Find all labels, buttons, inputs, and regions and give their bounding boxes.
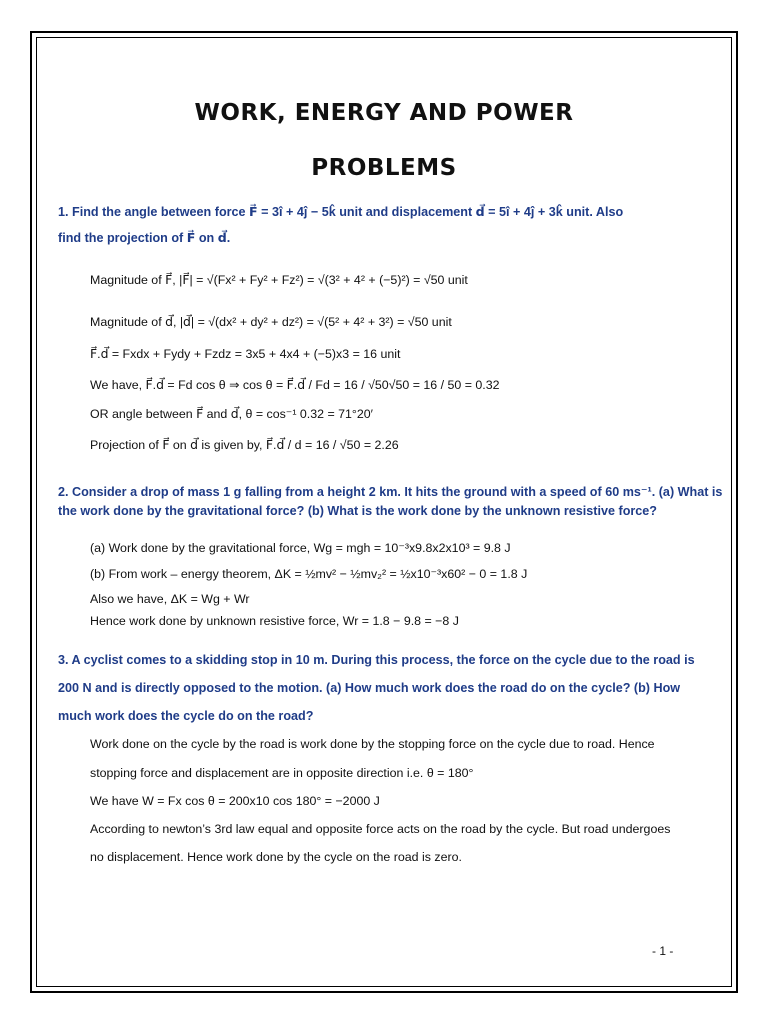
question-3-line-2: 200 N and is directly opposed to the motion. (a) How much work does the road do on the cycle? (b) How	[58, 681, 681, 695]
q1-answer-magnitude-d: Magnitude of d⃗, |d⃗| = √(dx² + dy² + dz²) = √(5² + 4² + 3²) = √50 unit	[90, 315, 452, 329]
page-number: - 1 -	[652, 944, 674, 958]
question-3-line-1: 3. A cyclist comes to a skidding stop in 10 m. During this process, the force on the cycle due to the road is	[58, 653, 695, 667]
q2-answer-relation: Also we have, ΔK = Wg + Wr	[90, 592, 250, 606]
page-subtitle: PROBLEMS	[311, 155, 457, 181]
q3-answer-line-2: stopping force and displacement are in opposite direction i.e. θ = 180°	[90, 766, 474, 780]
q3-answer-line-5: no displacement. Hence work done by the cycle on the road is zero.	[90, 850, 462, 864]
question-1-line-1: 1. Find the angle between force F⃗ = 3î + 4ĵ − 5k̂ unit and displacement d⃗ = 5î + 4ĵ + 3k̂ unit. Also	[58, 205, 624, 219]
question-2-line-1: 2. Consider a drop of mass 1 g falling from a height 2 km. It hits the ground with a speed of 60 ms⁻¹. (a) What is	[58, 485, 723, 499]
q2-answer-a: (a) Work done by the gravitational force, Wg = mgh = 10⁻³x9.8x2x10³ = 9.8 J	[90, 541, 511, 555]
q2-answer-b: (b) From work – energy theorem, ΔK = ½mv² − ½mv₂² = ½x10⁻³x60² − 0 = 1.8 J	[90, 567, 528, 581]
question-1-line-2: find the projection of F⃗ on d⃗.	[58, 231, 231, 245]
q3-answer-line-3: We have W = Fx cos θ = 200x10 cos 180° = −2000 J	[90, 794, 380, 808]
q1-answer-cos-theta: We have, F⃗.d⃗ = Fd cos θ ⇒ cos θ = F⃗.d⃗ / Fd = 16 / √50√50 = 16 / 50 = 0.32	[90, 378, 500, 392]
q1-answer-dot-product: F⃗.d⃗ = Fxdx + Fydy + Fzdz = 3x5 + 4x4 + (−5)x3 = 16 unit	[90, 347, 401, 361]
q1-answer-angle: OR angle between F⃗ and d⃗, θ = cos⁻¹ 0.32 = 71°20′	[90, 407, 373, 421]
question-3-line-3: much work does the cycle do on the road?	[58, 709, 314, 723]
q2-answer-resistive: Hence work done by unknown resistive force, Wr = 1.8 − 9.8 = −8 J	[90, 614, 459, 628]
q1-answer-magnitude-f: Magnitude of F⃗, |F⃗| = √(Fx² + Fy² + Fz²) = √(3² + 4² + (−5)²) = √50 unit	[90, 273, 468, 287]
q3-answer-line-1: Work done on the cycle by the road is work done by the stopping force on the cycle due to road. Hence	[90, 737, 655, 751]
q3-answer-line-4: According to newton’s 3rd law equal and opposite force acts on the road by the cycle. But road undergoes	[90, 822, 671, 836]
page-title: WORK, ENERGY AND POWER	[194, 100, 574, 126]
question-2-line-2: the work done by the gravitational force? (b) What is the work done by the unknown resistive force?	[58, 504, 657, 518]
q1-answer-projection: Projection of F⃗ on d⃗ is given by, F⃗.d⃗ / d = 16 / √50 = 2.26	[90, 438, 399, 452]
